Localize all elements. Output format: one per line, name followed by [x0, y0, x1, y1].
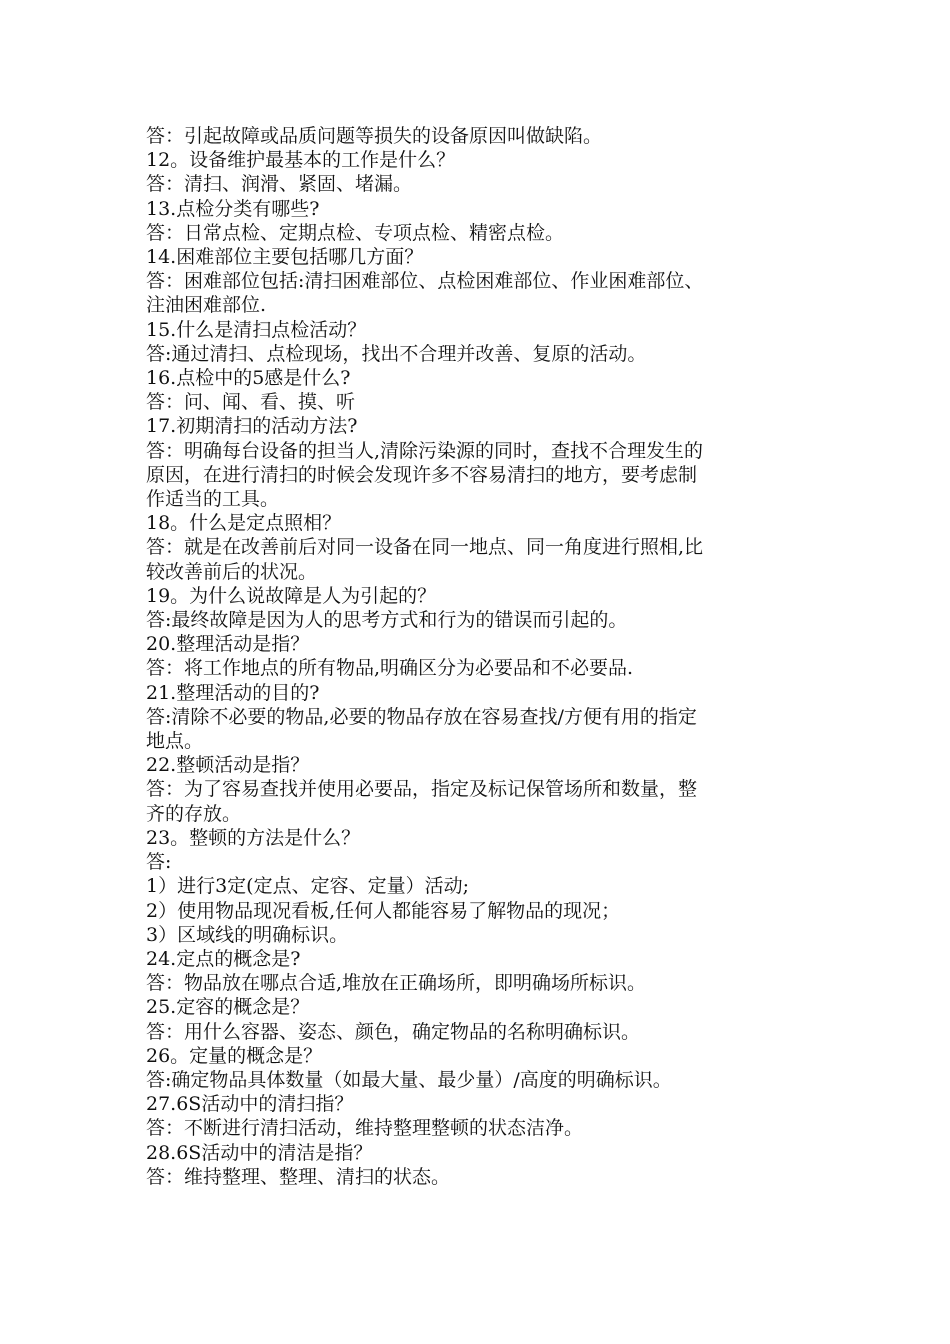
answer-text: 答：日常点检、定期点检、专项点检、精密点检。	[146, 221, 565, 244]
answer-text: 答：问、闻、看、摸、听	[146, 391, 356, 414]
document-body	[146, 124, 810, 1189]
answer-continuation: 较改善前后的状况。	[146, 560, 318, 583]
question-text: 21.整理活动的目的?	[146, 681, 320, 704]
question-text: 22.整顿活动是指？	[146, 754, 310, 777]
answer-continuation: 作适当的工具。	[146, 488, 280, 511]
answer-text: 答：将工作地点的所有物品,明确区分为必要品和不必要品.	[146, 657, 634, 680]
answer-text: 答：就是在改善前后对同一设备在同一地点、同一角度进行照相,比	[146, 536, 704, 559]
question-text: 28.6S活动中的清洁是指？	[146, 1141, 373, 1164]
question-text: 17.初期清扫的活动方法?	[146, 415, 358, 438]
answer-text: 答:确定物品具体数量（如最大量、最少量）/高度的明确标识。	[146, 1068, 672, 1091]
question-text: 26。定量的概念是？	[146, 1044, 323, 1067]
question-text: 14.困难部位主要包括哪几方面？	[146, 246, 424, 269]
answer-text: 答：维持整理、整理、清扫的状态。	[146, 1165, 451, 1188]
answer-text: 答：用什么容器、姿态、颜色，确定物品的名称明确标识。	[146, 1020, 641, 1043]
question-text: 19。为什么说故障是人为引起的？	[146, 584, 437, 607]
answer-text: 答：明确每台设备的担当人,清除污染源的同时，查找不合理发生的	[146, 439, 704, 462]
question-text: 12。设备维护最基本的工作是什么？	[146, 149, 456, 172]
answer-list-item: 2）使用物品现况看板,任何人都能容易了解物品的现况；	[146, 899, 621, 922]
question-text: 23。整顿的方法是什么？	[146, 826, 361, 849]
answer-continuation: 地点。	[146, 730, 204, 753]
question-text: 20.整理活动是指？	[146, 633, 310, 656]
answer-text: 答：清扫、润滑、紧固、堵漏。	[146, 173, 413, 196]
answer-text: 答:清除不必要的物品,必要的物品存放在容易查找/方便有用的指定	[146, 705, 697, 728]
answer-continuation: 原因，在进行清扫的时候会发现许多不容易清扫的地方，要考虑制	[146, 463, 698, 486]
answer-text: 答：引起故障或品质问题等损失的设备原因叫做缺陷。	[146, 125, 603, 147]
question-text: 16.点检中的5感是什么?	[146, 367, 351, 390]
question-text: 25.定容的概念是？	[146, 996, 310, 1019]
question-text: 24.定点的概念是?	[146, 947, 301, 970]
answer-text: 答：困难部位包括:清扫困难部位、点检困难部位、作业困难部位、	[146, 270, 704, 293]
answer-list-item: 1）进行3定(定点、定容、定量）活动;	[146, 875, 469, 898]
question-text: 13.点检分类有哪些?	[146, 197, 320, 220]
answer-text: 答：为了容易查找并使用必要品，指定及标记保管场所和数量，整	[146, 778, 698, 801]
question-text: 27.6S活动中的清扫指？	[146, 1093, 354, 1116]
question-text: 15.什么是清扫点检活动？	[146, 318, 367, 341]
answer-continuation: 注油困难部位.	[146, 294, 267, 317]
answer-text: 答:最终故障是因为人的思考方式和行为的错误而引起的。	[146, 609, 628, 632]
answer-list-item: 3）区域线的明确标识。	[146, 923, 349, 946]
answer-continuation: 齐的存放。	[146, 802, 242, 825]
answer-text: 答:	[146, 851, 172, 874]
question-text: 18。什么是定点照相？	[146, 512, 342, 535]
answer-text: 答:通过清扫、点检现场，找出不合理并改善、复原的活动。	[146, 342, 647, 365]
answer-text: 答：不断进行清扫活动，维持整理整顿的状态洁净。	[146, 1117, 584, 1140]
answer-text: 答：物品放在哪点合适,堆放在正确场所，即明确场所标识。	[146, 972, 647, 995]
